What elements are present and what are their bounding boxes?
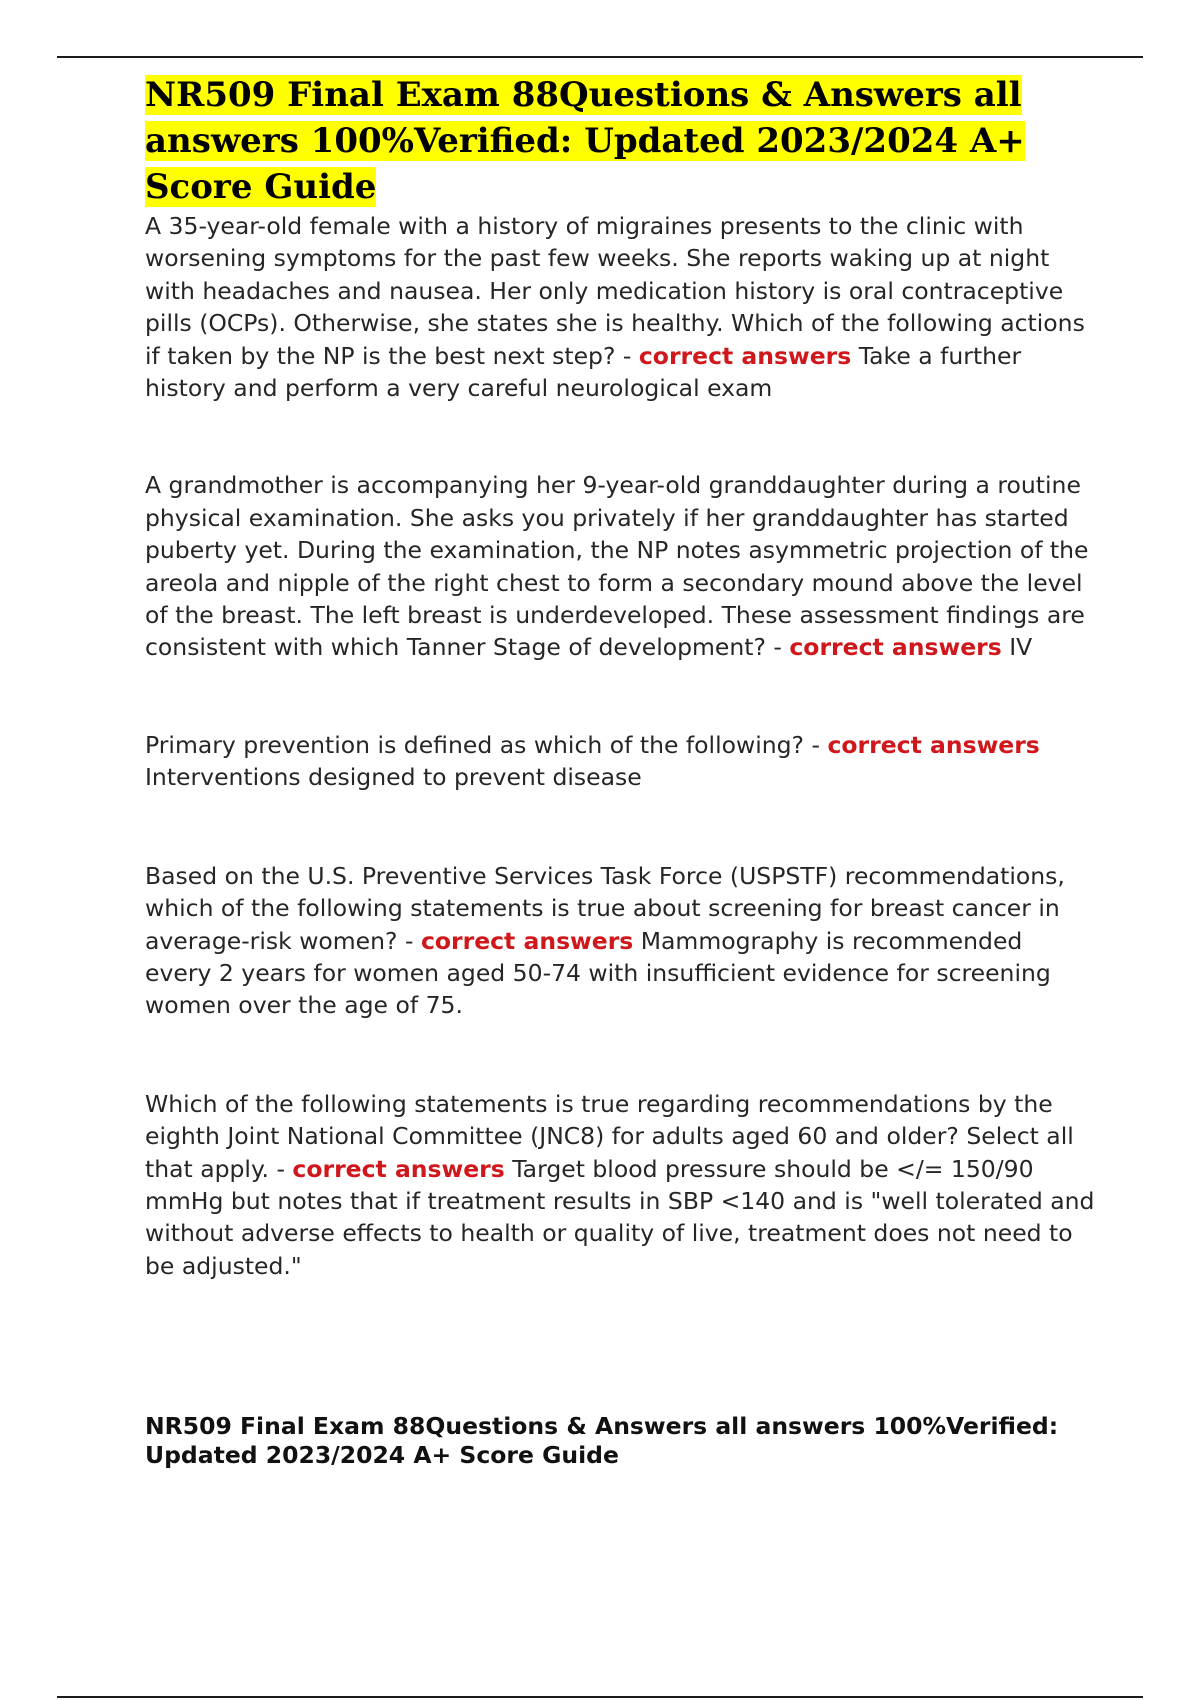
spacer (145, 664, 1095, 729)
answer-label: correct answers (789, 633, 1002, 662)
qa-item-5 (145, 1088, 1095, 1282)
qa-item-1 (145, 210, 1095, 404)
question-text: Based on the U.S. Preventive Services Task Force (USPSTF) recommendations, which of the following statements is true about screening for breast cancer in average-risk women? - (145, 861, 1065, 955)
answer-text: Take a further history and perform a very careful neurological exam (145, 341, 1022, 403)
question-text: A grandmother is accompanying her 9-year-old granddaughter during a routine physical examination. She asks you privately if her granddaughter has started puberty yet. During the examination, the NP notes asymmetric projection of the areola and nipple of the right chest to form a secondary mound above the level of the breast. The left breast is underdeveloped. These assessment findings are consistent with which Tanner Stage of development? - (145, 471, 1089, 662)
answer-label: correct answers (638, 341, 852, 370)
question-text: Primary prevention is defined as which of the following? - (145, 730, 828, 759)
answer-label: correct answers (292, 1154, 505, 1183)
document-body (145, 72, 1095, 1470)
spacer (145, 1282, 1095, 1412)
qa-item-3 (145, 729, 1095, 794)
document-title (145, 72, 1095, 210)
answer-text: Interventions designed to prevent disease (145, 763, 642, 792)
bottom-rule (57, 1696, 1143, 1698)
qa-item-2 (145, 469, 1095, 663)
spacer (145, 794, 1095, 860)
answer-text: Mammography is recommended every 2 years for women aged 50-74 with insufficient evidence for screening women over the age of 75. (145, 926, 1051, 1020)
qa-item-4 (145, 860, 1095, 1022)
question-text: A 35-year-old female with a history of migraines presents to the clinic with worsening symptoms for the past few weeks. She reports waking up at night with headaches and nausea. Her only medication history is oral contraceptive pills (OCPs). Otherwise, she states she is healthy. Which of the following actions if taken by the NP is the best next step? - (145, 212, 1085, 370)
top-rule (57, 56, 1143, 58)
answer-label: correct answers (420, 926, 634, 955)
answer-label: correct answers (827, 730, 1040, 759)
spacer (145, 404, 1095, 469)
answer-text: Target blood pressure should be </= 150/90 mmHg but notes that if treatment results in SBP <140 and is "well tolerated and without adverse effects to health or quality of live, treatment does not need to be adjusted." (145, 1154, 1095, 1280)
document-title-highlight: NR509 Final Exam 88Questions & Answers all answers 100%Verified: Updated 2023/2024 A+ Score Guide (145, 75, 1025, 207)
footer-title: NR509 Final Exam 88Questions & Answers all answers 100%Verified: Updated 2023/2024 A+ Score Guide (145, 1412, 1059, 1470)
question-text: Which of the following statements is true regarding recommendations by the eighth Joint National Committee (JNC8) for adults aged 60 and older? Select all that apply. - (145, 1089, 1074, 1183)
spacer (145, 1022, 1095, 1088)
answer-text: IV (1001, 633, 1033, 662)
